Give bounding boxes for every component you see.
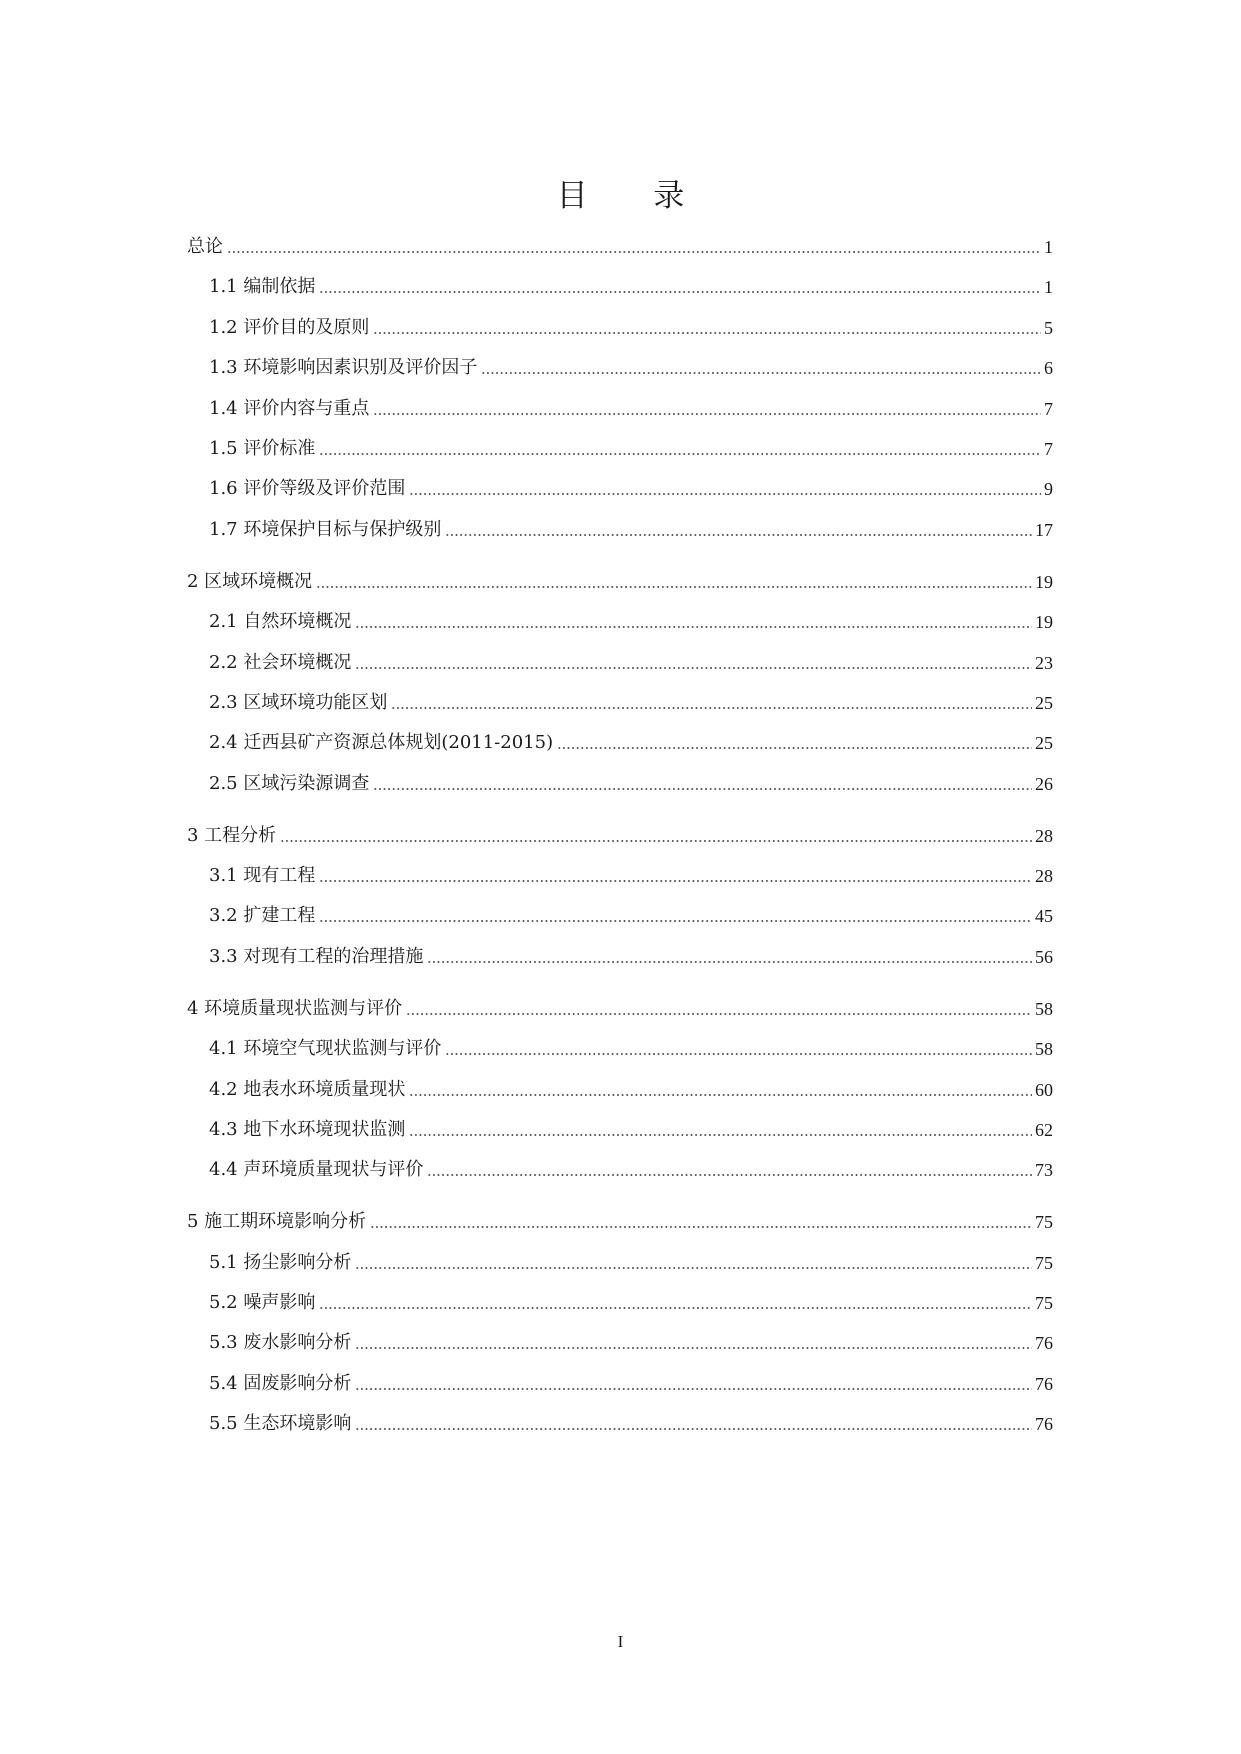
- dot-leader: [427, 1174, 1032, 1176]
- toc-entry-label: 3 工程分析: [187, 824, 277, 846]
- toc-entry-label: 3.2 扩建工程: [209, 905, 316, 927]
- toc-entry-label: 4.1 环境空气现状监测与评价: [209, 1038, 442, 1060]
- toc-entry-page: 25: [1035, 692, 1053, 713]
- toc-entry-page: 75: [1035, 1252, 1053, 1273]
- toc-entry-page: 26: [1035, 773, 1053, 794]
- page-title: 目 录: [556, 178, 713, 214]
- dot-leader: [373, 413, 1041, 415]
- toc-entry-label: 5.1 扬尘影响分析: [209, 1251, 352, 1273]
- dot-leader: [355, 667, 1032, 669]
- toc-entry-label: 1.2 评价目的及原则: [209, 316, 370, 338]
- toc-entry[interactable]: [209, 1324, 1053, 1354]
- toc-entry-page: 75: [1035, 1212, 1053, 1233]
- toc-entry-page: 28: [1035, 866, 1053, 886]
- toc-entry-label: 3.1 现有工程: [209, 865, 316, 886]
- toc-entry-page: 75: [1035, 1293, 1053, 1313]
- toc-entry-label: 5 施工期环境影响分析: [187, 1211, 367, 1233]
- toc-entry-page: 6: [1044, 358, 1053, 379]
- toc-entry-label: 4.4 声环境质量现状与评价: [209, 1159, 424, 1181]
- toc-entry[interactable]: [209, 1405, 1053, 1435]
- toc-entry[interactable]: [209, 1151, 1053, 1181]
- toc-entry[interactable]: [209, 430, 1053, 460]
- toc-entry-page: 45: [1035, 906, 1053, 927]
- toc-entry[interactable]: [209, 390, 1053, 420]
- toc-entry[interactable]: [209, 1284, 1053, 1314]
- toc-entry-label: 1.7 环境保护目标与保护级别: [209, 518, 442, 540]
- toc-entry-label: 4.3 地下水环境现状监测: [209, 1118, 406, 1140]
- dot-leader: [406, 1013, 1032, 1015]
- toc-entry[interactable]: [187, 563, 1053, 593]
- toc-entry-page: 19: [1035, 571, 1053, 592]
- toc-entry[interactable]: [187, 817, 1053, 847]
- toc-entry[interactable]: [209, 511, 1053, 541]
- toc-entry-label: 1.1 编制依据: [209, 276, 316, 298]
- dot-leader: [409, 1094, 1032, 1096]
- toc-entry[interactable]: [209, 857, 1053, 887]
- toc-entry[interactable]: [187, 1203, 1053, 1233]
- toc-entry[interactable]: [209, 268, 1053, 298]
- toc-entry-page: 17: [1035, 519, 1053, 540]
- toc-entry-label: 1.5 评价标准: [209, 438, 316, 459]
- toc-entry[interactable]: [209, 1244, 1053, 1274]
- toc-entry-label: 5.3 废水影响分析: [209, 1332, 352, 1354]
- dot-leader: [391, 707, 1032, 709]
- dot-leader: [319, 453, 1041, 455]
- page-number: I: [617, 1632, 624, 1651]
- dot-leader: [445, 534, 1032, 536]
- toc-entry-page: 9: [1044, 479, 1053, 500]
- toc-entry-page: 60: [1035, 1079, 1053, 1100]
- toc-entry-page: 25: [1035, 733, 1053, 754]
- dot-leader: [373, 788, 1032, 790]
- toc-entry-page: 76: [1035, 1333, 1053, 1354]
- dot-leader: [316, 586, 1032, 588]
- toc-entry-label: 总论: [187, 236, 223, 257]
- toc-entry-page: 23: [1035, 652, 1053, 673]
- toc-entry-page: 28: [1035, 825, 1053, 846]
- toc-entry-label: 2 区域环境概况: [187, 570, 313, 592]
- toc-entry[interactable]: [209, 684, 1053, 714]
- toc-entry[interactable]: [209, 644, 1053, 674]
- toc-entry-label: 2.5 区域污染源调查: [209, 772, 370, 794]
- dot-leader: [355, 626, 1032, 628]
- toc-entry-label: 2.3 区域环境功能区划: [209, 691, 388, 713]
- toc-entry[interactable]: [209, 724, 1053, 754]
- toc-entry[interactable]: [209, 938, 1053, 968]
- dot-leader: [355, 1267, 1032, 1269]
- dot-leader: [409, 493, 1041, 495]
- toc-entry-label: 2.2 社会环境概况: [209, 651, 352, 673]
- dot-leader: [227, 251, 1041, 253]
- dot-leader: [370, 1226, 1032, 1228]
- toc-entry-label: 1.3 环境影响因素识别及评价因子: [209, 357, 478, 379]
- toc-entry-page: 5: [1044, 317, 1053, 338]
- toc-entry-page: 1: [1044, 237, 1053, 257]
- toc-entry-page: 7: [1044, 398, 1053, 419]
- toc-entry-label: 5.4 固废影响分析: [209, 1372, 352, 1394]
- toc-entry-label: 3.3 对现有工程的治理措施: [209, 945, 424, 967]
- toc-entry-label: 2.4 迁西县矿产资源总体规划(2011-2015): [209, 732, 554, 754]
- toc-entry-page: 76: [1035, 1373, 1053, 1394]
- dot-leader: [319, 1307, 1032, 1309]
- toc-entry[interactable]: [209, 765, 1053, 795]
- toc-entry[interactable]: [209, 603, 1053, 633]
- toc-entry[interactable]: [209, 349, 1053, 379]
- toc-entry[interactable]: [209, 470, 1053, 500]
- dot-leader: [355, 1428, 1032, 1430]
- dot-leader: [427, 961, 1032, 963]
- toc-entry[interactable]: [209, 1111, 1053, 1141]
- toc-entry-label: 4 环境质量现状监测与评价: [187, 997, 403, 1019]
- toc-entry-page: 1: [1044, 277, 1053, 298]
- toc-entry[interactable]: [209, 1030, 1053, 1060]
- toc-entry-page: 58: [1035, 1039, 1053, 1060]
- toc-entry-label: 1.4 评价内容与重点: [209, 397, 370, 419]
- dot-leader: [280, 840, 1032, 842]
- dot-leader: [319, 291, 1041, 293]
- dot-leader: [319, 880, 1032, 882]
- toc-entry-label: 1.6 评价等级及评价范围: [209, 478, 406, 500]
- toc-entry-page: 73: [1035, 1160, 1053, 1181]
- toc-entry-label: 4.2 地表水环境质量现状: [209, 1078, 406, 1100]
- toc-entry-page: 7: [1044, 439, 1053, 459]
- dot-leader: [557, 747, 1032, 749]
- toc-entry[interactable]: [187, 228, 1053, 258]
- toc-entry-page: 76: [1035, 1414, 1053, 1435]
- toc-entry-label: 5.2 噪声影响: [209, 1292, 316, 1313]
- dot-leader: [355, 1388, 1032, 1390]
- toc-entry-page: 19: [1035, 612, 1053, 633]
- toc-entry[interactable]: [209, 1365, 1053, 1395]
- toc-entry-label: 5.5 生态环境影响: [209, 1413, 352, 1435]
- dot-leader: [355, 1347, 1032, 1349]
- toc-entry[interactable]: [209, 1071, 1053, 1101]
- dot-leader: [373, 332, 1041, 334]
- dot-leader: [481, 372, 1041, 374]
- toc-entry[interactable]: [209, 309, 1053, 339]
- dot-leader: [319, 920, 1032, 922]
- toc-entry[interactable]: [209, 897, 1053, 927]
- toc-entry-page: 58: [1035, 998, 1053, 1019]
- toc-entry-page: 62: [1035, 1119, 1053, 1140]
- toc-entry-label: 2.1 自然环境概况: [209, 611, 352, 633]
- toc-entry[interactable]: [187, 990, 1053, 1020]
- dot-leader: [445, 1053, 1032, 1055]
- dot-leader: [409, 1134, 1032, 1136]
- toc-entry-page: 56: [1035, 946, 1053, 967]
